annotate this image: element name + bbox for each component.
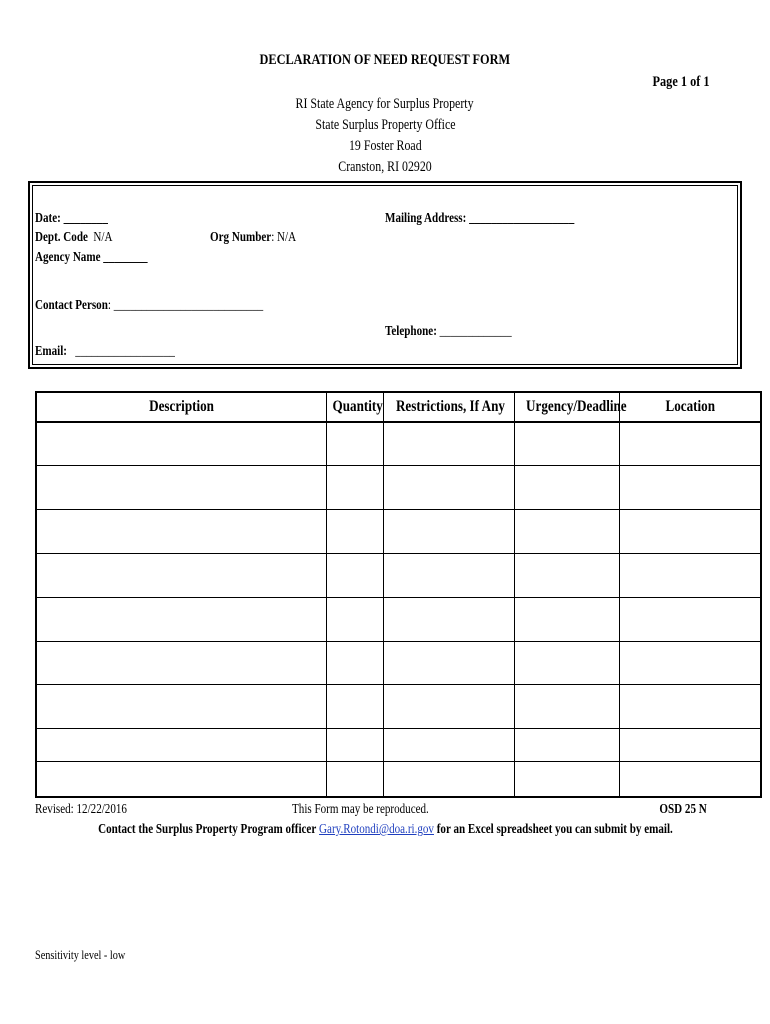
quantity-cell[interactable] [326, 729, 383, 762]
table-row [36, 762, 761, 797]
form-title: DECLARATION OF NEED REQUEST FORM [259, 52, 511, 68]
contact-person-label: Contact Person [35, 297, 108, 312]
page-indicator: Page 1 of 1 [652, 74, 710, 90]
date-label: Date: [35, 210, 61, 225]
dept-code-value[interactable]: N/A [93, 229, 113, 244]
date-blank[interactable]: ________ [63, 210, 108, 225]
address-line-1: RI State Agency for Surplus Property [295, 96, 474, 112]
description-cell[interactable] [36, 509, 326, 553]
table-row [36, 641, 761, 685]
telephone-label: Telephone: [385, 323, 437, 338]
telephone-blank[interactable]: _____________ [439, 323, 512, 338]
description-cell[interactable] [36, 466, 326, 510]
column-header-urgency: Urgency/Deadline [514, 392, 619, 422]
date-field[interactable] [35, 210, 124, 226]
column-header-quantity: Quantity [326, 392, 383, 422]
restrictions-cell[interactable] [383, 597, 514, 641]
contact-person-field[interactable] [35, 297, 313, 313]
quantity-cell[interactable] [326, 509, 383, 553]
table-row [36, 685, 761, 729]
mailing-address-field[interactable] [385, 210, 616, 226]
dept-code-field[interactable] [35, 229, 130, 245]
contact-suffix: for an Excel spreadsheet you can submit by email. [436, 821, 673, 836]
contact-prefix: Contact the Surplus Property Program officer [97, 821, 316, 836]
revised-date: Revised: 12/22/2016 [35, 801, 127, 816]
quantity-cell[interactable] [326, 553, 383, 597]
urgency-cell[interactable] [514, 685, 619, 729]
dept-code-label: Dept. Code [35, 229, 88, 244]
urgency-cell[interactable] [514, 553, 619, 597]
address-line-4: Cranston, RI 02920 [338, 159, 432, 175]
location-cell[interactable] [619, 641, 761, 685]
table-row [36, 509, 761, 553]
urgency-cell[interactable] [514, 466, 619, 510]
column-header-restrictions: Restrictions, If Any [383, 392, 514, 422]
email-field[interactable] [35, 343, 206, 359]
quantity-cell[interactable] [326, 762, 383, 797]
quantity-cell[interactable] [326, 641, 383, 685]
email-blank[interactable]: __________________ [75, 343, 175, 358]
address-line-2: State Surplus Property Office [314, 117, 456, 133]
restrictions-cell[interactable] [383, 466, 514, 510]
contact-note [0, 821, 770, 837]
column-header-description: Description [36, 392, 326, 422]
mailing-address-label: Mailing Address: [385, 210, 467, 225]
items-table [35, 391, 762, 798]
agency-name-label: Agency Name [35, 249, 101, 264]
urgency-cell[interactable] [514, 422, 619, 466]
restrictions-cell[interactable] [383, 422, 514, 466]
description-cell[interactable] [36, 685, 326, 729]
restrictions-cell[interactable] [383, 685, 514, 729]
agency-name-blank[interactable]: ________ [103, 249, 148, 264]
description-cell[interactable] [36, 553, 326, 597]
urgency-cell[interactable] [514, 641, 619, 685]
mailing-address-blank[interactable]: ___________________ [469, 210, 575, 225]
quantity-cell[interactable] [326, 422, 383, 466]
location-cell[interactable] [619, 762, 761, 797]
location-cell[interactable] [619, 729, 761, 762]
table-row [36, 553, 761, 597]
org-number-field[interactable] [210, 229, 315, 245]
quantity-cell[interactable] [326, 685, 383, 729]
urgency-cell[interactable] [514, 762, 619, 797]
urgency-cell[interactable] [514, 597, 619, 641]
org-number-value[interactable]: : N/A [271, 229, 297, 244]
restrictions-cell[interactable] [383, 762, 514, 797]
location-cell[interactable] [619, 422, 761, 466]
form-code: OSD 25 N [659, 801, 707, 816]
restrictions-cell[interactable] [383, 509, 514, 553]
quantity-cell[interactable] [326, 597, 383, 641]
table-row [36, 597, 761, 641]
reproduce-note: This Form may be reproduced. [291, 801, 429, 816]
table-row [36, 729, 761, 762]
description-cell[interactable] [36, 729, 326, 762]
description-cell[interactable] [36, 422, 326, 466]
restrictions-cell[interactable] [383, 641, 514, 685]
column-header-location: Location [619, 392, 761, 422]
description-cell[interactable] [36, 641, 326, 685]
urgency-cell[interactable] [514, 509, 619, 553]
agency-name-field[interactable] [35, 249, 172, 265]
description-cell[interactable] [36, 762, 326, 797]
address-line-3: 19 Foster Road [348, 138, 422, 154]
restrictions-cell[interactable] [383, 553, 514, 597]
table-header-row [36, 392, 761, 422]
sensitivity-label: Sensitivity level - low [35, 948, 126, 962]
table-row [36, 466, 761, 510]
location-cell[interactable] [619, 685, 761, 729]
location-cell[interactable] [619, 466, 761, 510]
table-row [36, 422, 761, 466]
quantity-cell[interactable] [326, 466, 383, 510]
urgency-cell[interactable] [514, 729, 619, 762]
email-label: Email: [35, 343, 67, 358]
location-cell[interactable] [619, 553, 761, 597]
location-cell[interactable] [619, 597, 761, 641]
restrictions-cell[interactable] [383, 729, 514, 762]
telephone-field[interactable] [385, 323, 539, 339]
location-cell[interactable] [619, 509, 761, 553]
contact-person-blank[interactable]: : ___________________________ [107, 297, 264, 312]
org-number-label: Org Number [210, 229, 272, 244]
contact-email-link[interactable]: Gary.Rotondi@doa.ri.gov [318, 821, 434, 836]
description-cell[interactable] [36, 597, 326, 641]
